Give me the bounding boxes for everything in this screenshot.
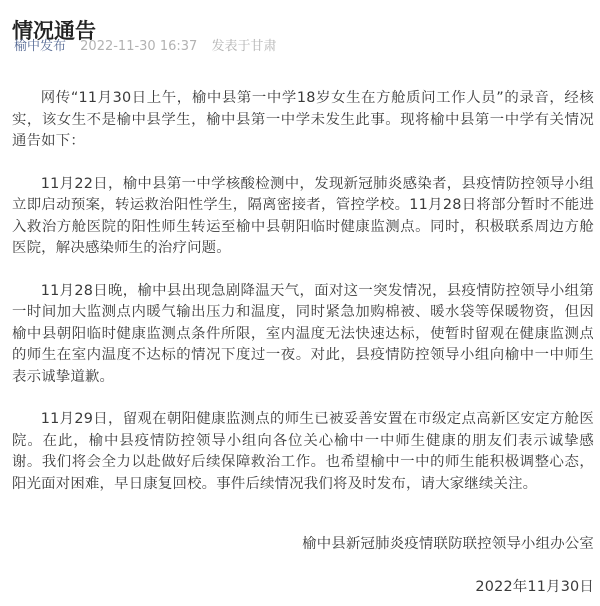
signature-date: 2022年11月30日 <box>475 579 594 595</box>
paragraph-nov-22: 11月22日，榆中县第一中学核酸检测中，发现新冠肺炎感染者，县疫情防控领导小组立即启动预案，转运救治阳性学生，隔离密接者，管控学校。11月28日将部分暂时不能进入救治方舱医院的阳性师生转运至榆中县朝阳临时健康监测点。同时，积极联系周边方舱医院，解决感染师生的治疗问题。 <box>12 175 594 256</box>
signature-org: 榆中县新冠肺炎疫情联防联控领导小组办公室 <box>302 536 594 552</box>
page-title: 情况通告 <box>12 19 96 44</box>
paragraph-nov-28: 11月28日晚，榆中县出现急剧降温天气，面对这一突发情况，县疫情防控领导小组第一时间加大监测点内暖气输出压力和温度，同时紧急加购棉被、暖水袋等保暖物资，但因榆中县朝阳临时健康监测点条件所限，室内温度无法快速达标，使暂时留观在健康监测点的师生在室内温度不达标的情况下度过一夜。对此，县疫情防控领导小组向榆中一中师生表示诚挚道歉。 <box>12 282 594 385</box>
paragraph-nov-29: 11月29日，留观在朝阳健康监测点的师生已被妥善安置在市级定点高新区安定方舱医院。在此，榆中县疫情防控领导小组向各位关心榆中一中师生健康的朋友们表示诚挚感谢。我们将会全力以赴做好后续保障救治工作。也希望榆中一中的师生能积极调整心态，阳光面对困难，早日康复回校。事件后续情况我们将及时发布，请大家继续关注。 <box>12 411 594 492</box>
article-meta <box>14 38 276 56</box>
publish-datetime: 2022-11-30 16:37 <box>80 39 198 54</box>
paragraph-intro: 网传“11月30日上午，榆中县第一中学18岁女生在方舱质问工作人员”的录音，经核实，该女生不是榆中县学生，榆中县第一中学未发生此事。现将榆中县第一中学有关情况通告如下： <box>12 90 594 149</box>
article-body <box>12 88 594 495</box>
publish-location: 发表于甘肃 <box>211 39 277 54</box>
account-link[interactable]: 榆中发布 <box>14 39 67 54</box>
